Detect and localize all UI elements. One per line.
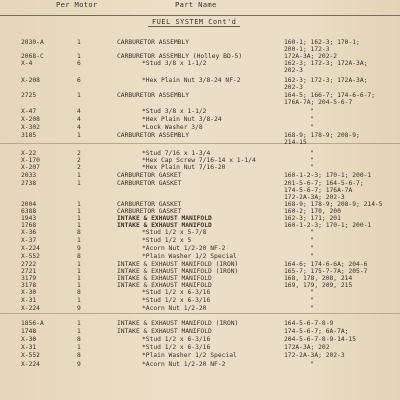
model-reference: 172-2A-3A; 202-3 [284, 352, 345, 359]
group-divider [0, 313, 400, 314]
header-rule [0, 15, 400, 16]
part-number: X-208 [21, 116, 40, 123]
model-reference: 204-5-6-7-8-9-14-15 [284, 336, 357, 343]
part-name: INTAKE & EXHAUST MANIFOLD [117, 328, 212, 335]
qty-per-motor: 1 [77, 201, 81, 208]
part-number: X-36 [21, 229, 37, 236]
ditto-mark: " [310, 108, 314, 115]
qty-per-motor: 1 [77, 92, 81, 99]
model-reference: 201-5-6-7; 164-5-6-7; [284, 180, 364, 187]
part-number: 2721 [21, 268, 37, 275]
qty-per-motor: 1 [77, 237, 81, 244]
qty-per-motor: 8 [77, 289, 81, 296]
part-name: INTAKE & EXHAUST MANIFOLD [117, 282, 212, 289]
part-number: X-302 [21, 124, 40, 131]
part-name: *Stud 7/16 x 1-3/4 [142, 150, 211, 157]
model-reference: 164-5; 166-7; 174-6-6-7; [284, 92, 375, 99]
section-title: FUEL SYSTEM Cont'd [152, 18, 237, 26]
part-number: 2030-A [21, 39, 44, 46]
part-name: *Acorn Nut 1/2-20 NF-2 [142, 245, 226, 252]
qty-per-motor: 2 [77, 164, 81, 171]
model-reference: 172A-3A; 202-2 [284, 53, 338, 60]
qty-per-motor: 1 [77, 132, 81, 139]
part-name: CARBURETOR ASSEMBLY [117, 39, 190, 46]
part-number: 2725 [21, 92, 37, 99]
model-reference: 168, 178, 208, 214 [284, 275, 353, 282]
ditto-mark: " [310, 150, 314, 157]
part-number: X-207 [21, 164, 40, 171]
part-name: INTAKE & EXHAUST MANIFOLD [117, 215, 212, 222]
part-number: 2738 [21, 180, 37, 187]
part-name: INTAKE & EXHAUST MANIFOLD (IRON) [117, 320, 239, 327]
qty-per-motor: 1 [77, 53, 81, 60]
model-reference: 172-2A-3A; 202-3 [284, 194, 345, 201]
qty-per-motor: 9 [77, 361, 81, 368]
qty-per-motor: 6 [77, 77, 81, 84]
ditto-mark: " [310, 164, 314, 171]
model-reference: 176A-7A; 204-5-6-7 [284, 99, 353, 106]
model-reference: 160-1-2-3; 170-1; 200-1 [284, 172, 372, 179]
part-number: 6388 [21, 208, 37, 215]
part-number: 1748 [21, 328, 37, 335]
qty-per-motor: 1 [77, 222, 81, 229]
model-reference: 202-3 [284, 67, 303, 74]
header-qty-label: Per Motor [56, 0, 98, 9]
ditto-mark: " [310, 253, 314, 260]
part-number: X-47 [21, 108, 37, 115]
model-reference: 172A-3A; 202 [284, 344, 330, 351]
part-name: CARBURETOR ASSEMBLY (Holley BD-5) [117, 53, 243, 60]
part-name: INTAKE & EXHAUST MANIFOLD (IRON) [117, 261, 239, 268]
part-name: *Stud 3/8 x 1-1/2 [142, 108, 207, 115]
qty-per-motor: 1 [77, 208, 81, 215]
qty-per-motor: 4 [77, 124, 81, 131]
part-name: CARBURETOR GASKET [117, 180, 182, 187]
qty-per-motor: 1 [77, 215, 81, 222]
qty-per-motor: 8 [77, 253, 81, 260]
qty-per-motor: 9 [77, 305, 81, 312]
qty-per-motor: 1 [77, 268, 81, 275]
part-name: CARBURETOR GASKET [117, 172, 182, 179]
qty-per-motor: 1 [77, 39, 81, 46]
part-number: 3178 [21, 282, 37, 289]
part-number: X-31 [21, 344, 37, 351]
qty-per-motor: 2 [77, 150, 81, 157]
part-number: X-224 [21, 361, 40, 368]
qty-per-motor: 1 [77, 320, 81, 327]
part-number: X-37 [21, 237, 37, 244]
part-name: *Lock Washer 3/8 [142, 124, 203, 131]
qty-per-motor: 8 [77, 229, 81, 236]
ditto-mark: " [310, 157, 314, 164]
part-number: X-208 [21, 77, 40, 84]
model-reference: 214-15 [284, 139, 307, 146]
part-name: CARBURETOR GASKET [117, 201, 182, 208]
part-name: *Stud 1/2 x 5-7/8 [142, 229, 207, 236]
ditto-mark: " [310, 297, 314, 304]
model-reference: 202-3 [284, 84, 303, 91]
part-number: 3179 [21, 275, 37, 282]
part-name: *Hex Plain Nut 3/8-24 [142, 116, 222, 123]
qty-per-motor: 1 [77, 344, 81, 351]
model-reference: 160-1-2-3; 170-1; 200-1 [284, 222, 372, 229]
part-name: CARBURETOR GASKET [117, 208, 182, 215]
qty-per-motor: 1 [77, 297, 81, 304]
ditto-mark: " [310, 124, 314, 131]
part-name: CARBURETOR ASSEMBLY [117, 132, 190, 139]
group-divider [0, 143, 400, 144]
part-name: *Acorn Nut 1/2-20 NF-2 [142, 361, 226, 368]
model-reference: 165-7; 175-7-7A; 205-7 [284, 268, 368, 275]
part-number: X-31 [21, 297, 37, 304]
part-name: *Stud 1/2 x 6-3/16 [142, 344, 211, 351]
qty-per-motor: 2 [77, 157, 81, 164]
ditto-mark: " [310, 305, 314, 312]
qty-per-motor: 1 [77, 261, 81, 268]
part-number: 2033 [21, 172, 37, 179]
part-name: *Stud 1/2 x 6-3/16 [142, 297, 211, 304]
section-underline [148, 26, 240, 27]
part-number: 2004 [21, 201, 37, 208]
part-number: X-224 [21, 245, 40, 252]
qty-per-motor: 9 [77, 245, 81, 252]
part-number: 2722 [21, 261, 37, 268]
part-name: *Stud 1/2 x 5 [142, 237, 192, 244]
part-number: 1943 [21, 215, 37, 222]
model-reference: 162-3; 172-3; 172A-3A; [284, 77, 368, 84]
part-number: 2068-C [21, 53, 44, 60]
qty-per-motor: 4 [77, 108, 81, 115]
qty-per-motor: 6 [77, 60, 81, 67]
qty-per-motor: 4 [77, 116, 81, 123]
part-name: *Acorn Nut 1/2-20 [142, 305, 207, 312]
part-number: X-4 [21, 60, 33, 67]
part-number: X-552 [21, 253, 40, 260]
part-name: *Stud 3/8 x 1-1/2 [142, 60, 207, 67]
part-name: CARBURETOR ASSEMBLY [117, 92, 190, 99]
model-reference: 168-9; 178-9; 208-9; [284, 132, 360, 139]
model-reference: 169, 179, 209, 215 [284, 282, 353, 289]
part-number: X-224 [21, 305, 40, 312]
part-name: INTAKE & EXHAUST MANIFOLD [117, 222, 212, 229]
ditto-mark: " [310, 361, 314, 368]
header-part-name-label: Part Name [175, 0, 217, 9]
qty-per-motor: 1 [77, 328, 81, 335]
part-name: *Plain Washer 1/2 Special [142, 253, 237, 260]
model-reference: 162-3; 172-3; 172A-3A; [284, 60, 368, 67]
part-name: INTAKE & EXHAUST MANIFOLD [117, 275, 212, 282]
ditto-mark: " [310, 116, 314, 123]
model-reference: 168-9; 178-9; 208-9; 214-5 [284, 201, 383, 208]
ditto-mark: " [310, 289, 314, 296]
model-reference: 174-5-6-7; 6A-7A; [284, 328, 349, 335]
qty-per-motor: 8 [77, 352, 81, 359]
part-name: *Plain Washer 1/2 Special [142, 352, 237, 359]
part-name: *Stud 1/2 x 6-3/16 [142, 289, 211, 296]
part-name: INTAKE & EXHAUST MANIFOLD (IRON) [117, 268, 239, 275]
part-name: *Hex Plain Nut 7/16-20 [142, 164, 226, 171]
ditto-mark: " [310, 245, 314, 252]
part-number: X-170 [21, 157, 40, 164]
part-number: X-552 [21, 352, 40, 359]
qty-per-motor: 1 [77, 282, 81, 289]
ditto-mark: " [310, 229, 314, 236]
model-reference: 164-6; 174-6-6A; 204-6 [284, 261, 368, 268]
model-reference: 164-5-6-7-8-9 [284, 320, 334, 327]
part-name: *Hex Plain Nut 3/8-24 NF-2 [142, 77, 241, 84]
part-number: 1768 [21, 222, 37, 229]
part-number: X-22 [21, 150, 37, 157]
model-reference: 174-5-6-7; 176A-7A [284, 187, 353, 194]
qty-per-motor: 8 [77, 336, 81, 343]
part-number: X-30 [21, 336, 37, 343]
model-reference: 200-1; 172-3 [284, 46, 330, 53]
model-reference: 160-1; 162-3; 170-1; [284, 39, 360, 46]
model-reference: 162-3; 171; 201 [284, 215, 341, 222]
part-name: *Stud 1/2 x 6-3/16 [142, 336, 211, 343]
part-number: 3185 [21, 132, 37, 139]
ditto-mark: " [310, 237, 314, 244]
part-name: *Hex Cap Screw 7/16-14 x 1-1/4 [142, 157, 256, 164]
qty-per-motor: 1 [77, 172, 81, 179]
model-reference: 160-2; 170, 200 [284, 208, 341, 215]
part-number: 1856-A [21, 320, 44, 327]
qty-per-motor: 1 [77, 180, 81, 187]
qty-per-motor: 1 [77, 275, 81, 282]
part-number: X-30 [21, 289, 37, 296]
